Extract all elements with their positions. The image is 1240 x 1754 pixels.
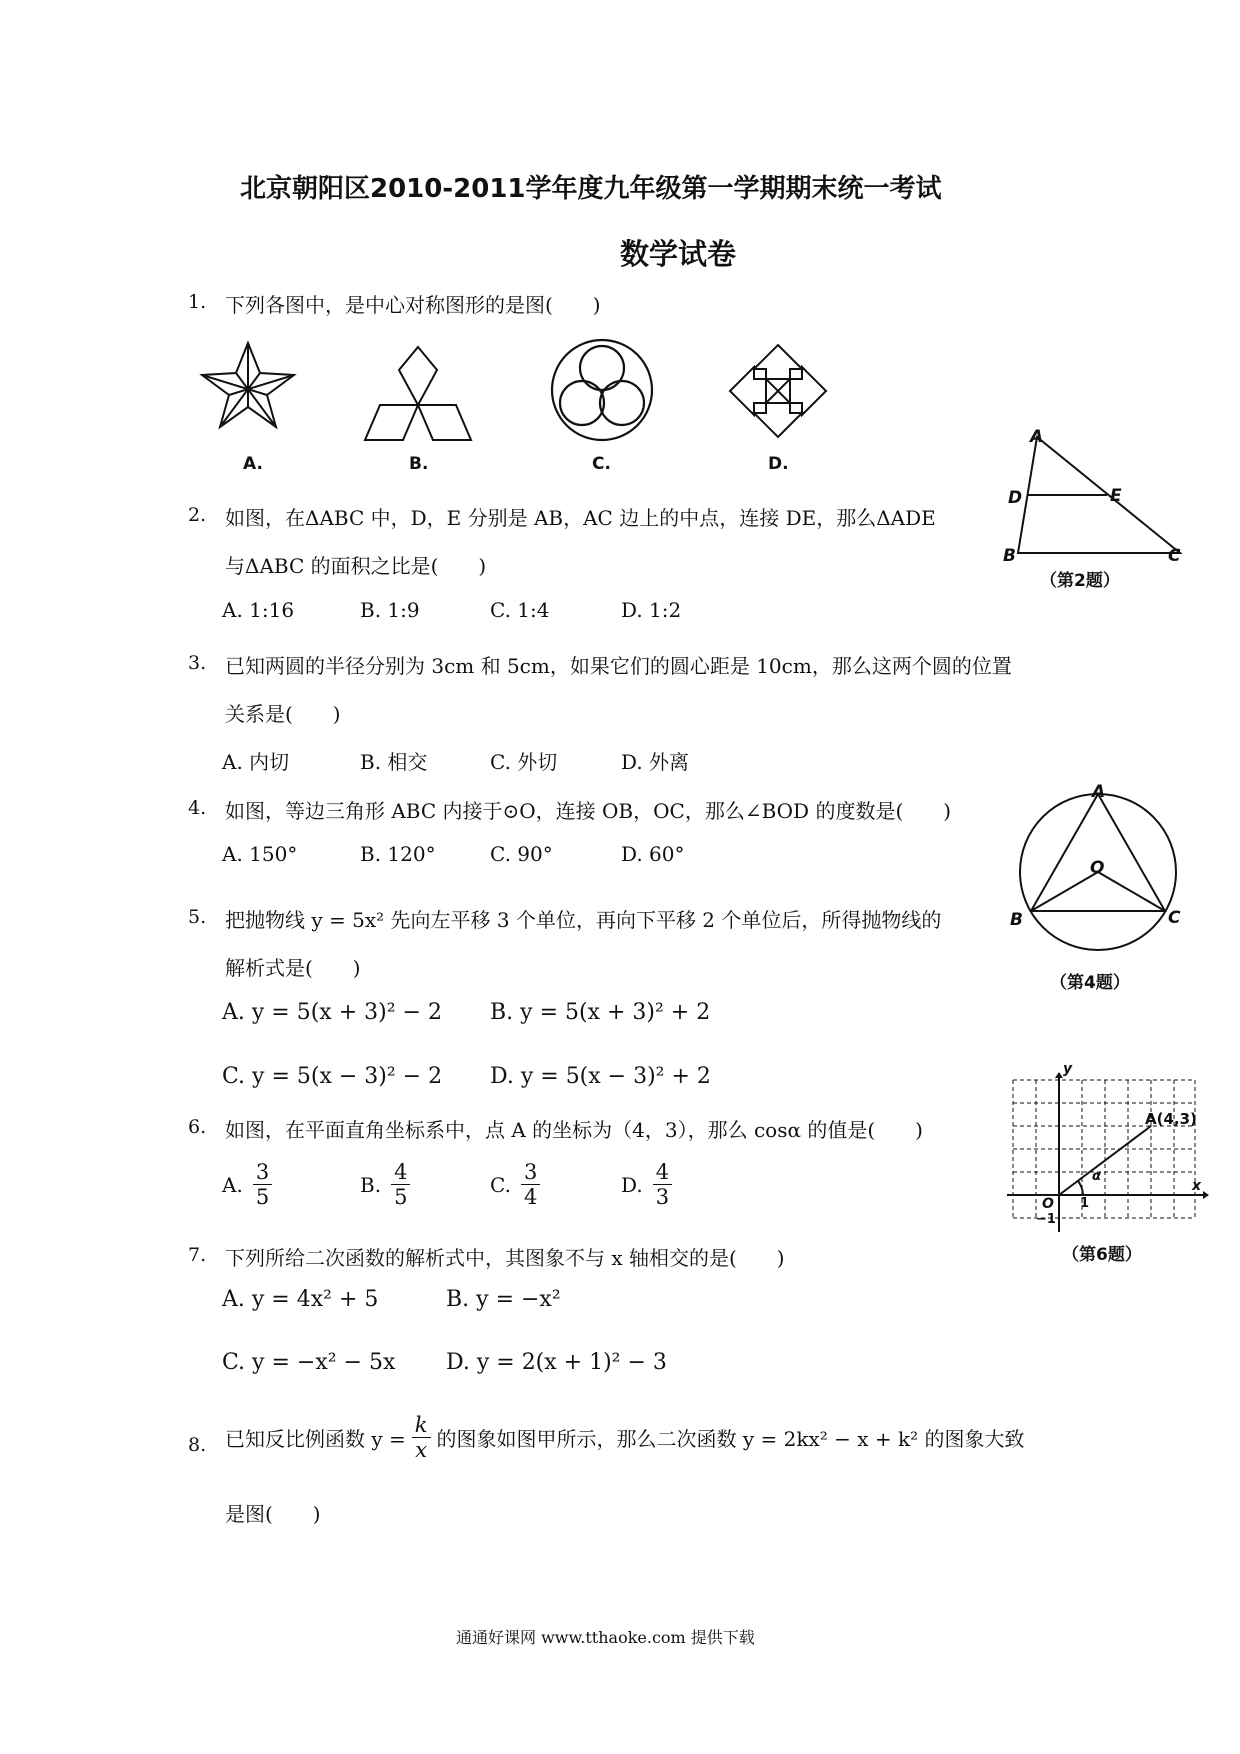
q6-option-d-fraction — [653, 1160, 672, 1209]
q2-option-c: C. 1:4 — [490, 598, 550, 622]
q3-option-c: C. 外切 — [490, 750, 558, 774]
q6-option-b-fraction — [391, 1160, 410, 1209]
q4-point-o: O — [1090, 858, 1105, 878]
q6-caption: （第6题） — [1062, 1245, 1142, 1265]
q6-option-b-letter: B. — [360, 1172, 382, 1197]
q4-number: 4. — [188, 797, 207, 819]
q7-text: 下列所给二次函数的解析式中，其图象不与 x 轴相交的是( ) — [225, 1246, 785, 1270]
q6-option-d-numerator: 4 — [653, 1160, 672, 1185]
q3-text-line2: 关系是( ) — [225, 702, 341, 726]
q3-option-a: A. 内切 — [222, 750, 290, 774]
q6-alpha-label: α — [1092, 1169, 1101, 1184]
q6-number: 6. — [188, 1116, 207, 1138]
q6-option-a-letter: A. — [222, 1172, 243, 1197]
q6-origin-label: O — [1042, 1196, 1054, 1212]
q3-text-line1: 已知两圆的半径分别为 3cm 和 5cm，如果它们的圆心距是 10cm，那么这两个圆的位置 — [225, 654, 1012, 678]
q4-option-b: B. 120° — [360, 842, 436, 866]
q3-option-d: D. 外离 — [621, 750, 690, 774]
q5-text-line2: 解析式是( ) — [225, 956, 361, 980]
q4-option-c: C. 90° — [490, 842, 553, 866]
q4-caption: （第4题） — [1050, 973, 1130, 993]
q6-option-c-denominator: 4 — [523, 1185, 538, 1210]
star-icon — [202, 343, 294, 427]
q5-text-line1: 把抛物线 y = 5x² 先向左平移 3 个单位，再向下平移 2 个单位后，所得抛物线的 — [225, 908, 942, 932]
q4-option-a: A. 150° — [222, 842, 298, 866]
q6-option-c-numerator: 3 — [521, 1160, 540, 1185]
q4-option-d: D. 60° — [621, 842, 685, 866]
q6-option-d-letter: D. — [621, 1172, 643, 1197]
q8-text-pre: 已知反比例函数 y = — [225, 1427, 406, 1452]
q8-number: 8. — [188, 1434, 207, 1456]
q6-neg-one-label: −1 — [1036, 1212, 1056, 1227]
q8-fraction-denominator: x — [415, 1438, 428, 1463]
q6-text: 如图，在平面直角坐标系中，点 A 的坐标为（4，3），那么 cosα 的值是( ) — [225, 1118, 923, 1142]
q6-option-b-numerator: 4 — [391, 1160, 410, 1185]
q8-fraction-numerator: k — [412, 1413, 431, 1438]
q5-number: 5. — [188, 906, 207, 928]
q6-option-c-fraction — [521, 1160, 540, 1209]
exam-title: 北京朝阳区2010-2011学年度九年级第一学期期末统一考试 — [240, 174, 942, 204]
q5-option-c: C. y = 5(x − 3)² − 2 — [222, 1064, 443, 1089]
q8-fraction — [412, 1413, 431, 1462]
q6-option-d-denominator: 3 — [655, 1185, 670, 1210]
q6-option-b-denominator: 5 — [394, 1185, 408, 1210]
q1-text: 下列各图中，是中心对称图形的是图( ) — [225, 293, 601, 317]
q6-x-axis-label: x — [1192, 1178, 1202, 1194]
q8-text-line2: 是图( ) — [225, 1502, 321, 1526]
q6-option-b — [360, 1160, 410, 1209]
q6-option-c-letter: C. — [490, 1172, 511, 1197]
q6-option-d — [621, 1160, 672, 1209]
q6-y-axis-label: y — [1063, 1061, 1073, 1077]
q6-point-a-label: A(4,3) — [1145, 1110, 1197, 1128]
q6-one-label: 1 — [1080, 1196, 1090, 1211]
q6-option-a-fraction — [253, 1160, 272, 1209]
q7-option-a: A. y = 4x² + 5 — [222, 1287, 379, 1312]
q1-figures — [190, 335, 840, 450]
q2-caption: （第2题） — [1040, 571, 1120, 591]
q2-text-line1: 如图，在ΔABC 中，D，E 分别是 AB，AC 边上的中点，连接 DE，那么ΔADE — [225, 506, 936, 530]
q2-number: 2. — [188, 504, 207, 526]
q4-text: 如图，等边三角形 ABC 内接于⊙O，连接 OB，OC，那么∠BOD 的度数是( ) — [225, 799, 952, 823]
q4-point-c: C — [1168, 908, 1181, 928]
q7-option-d: D. y = 2(x + 1)² − 3 — [446, 1350, 667, 1375]
q7-option-b: B. y = −x² — [446, 1287, 561, 1312]
three-rhombus-icon — [365, 347, 471, 440]
q5-option-a: A. y = 5(x + 3)² − 2 — [222, 1000, 442, 1025]
q7-option-c: C. y = −x² − 5x — [222, 1350, 396, 1375]
q2-point-c: C — [1168, 546, 1181, 566]
q4-point-a: A — [1092, 782, 1106, 802]
q1-label-d: D. — [768, 454, 789, 474]
q2-text-line2: 与ΔABC 的面积之比是( ) — [225, 554, 487, 578]
q2-point-b: B — [1003, 546, 1016, 566]
q2-option-d: D. 1:2 — [621, 598, 682, 622]
q2-point-a: A — [1030, 427, 1044, 447]
q8-text-post: 的图象如图甲所示，那么二次函数 y = 2kx² − x + k² 的图象大致 — [436, 1427, 1025, 1452]
q7-number: 7. — [188, 1244, 207, 1266]
exam-subtitle: 数学试卷 — [620, 237, 737, 271]
q3-number: 3. — [188, 652, 207, 674]
four-arrows-icon — [730, 345, 826, 437]
circle-three-circles-icon — [552, 340, 652, 440]
q5-option-d: D. y = 5(x − 3)² + 2 — [490, 1064, 711, 1089]
q3-option-b: B. 相交 — [360, 750, 428, 774]
q2-point-d: D — [1008, 488, 1023, 508]
q1-label-c: C. — [592, 454, 611, 474]
q6-option-a-numerator: 3 — [253, 1160, 272, 1185]
q6-option-a — [222, 1160, 272, 1209]
q1-number: 1. — [188, 291, 207, 313]
q5-option-b: B. y = 5(x + 3)² + 2 — [490, 1000, 711, 1025]
footer-credit: 通通好课网 www.tthaoke.com 提供下载 — [456, 1628, 755, 1647]
q1-label-b: B. — [409, 454, 429, 474]
q8-text-line1 — [225, 1413, 1025, 1462]
q1-label-a: A. — [243, 454, 263, 474]
q2-option-b: B. 1:9 — [360, 598, 420, 622]
q4-point-b: B — [1010, 910, 1023, 930]
q6-option-a-denominator: 5 — [255, 1185, 270, 1210]
q2-option-a: A. 1:16 — [222, 598, 295, 622]
q6-option-c — [490, 1160, 540, 1209]
q2-point-e: E — [1110, 486, 1122, 506]
